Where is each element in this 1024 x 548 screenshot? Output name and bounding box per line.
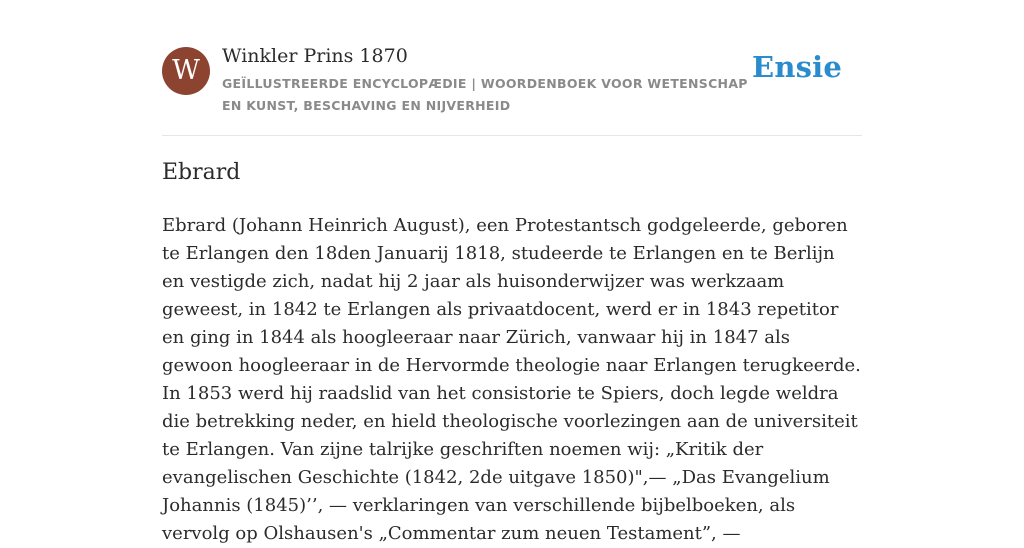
ensie-logo[interactable]: Ensie bbox=[752, 50, 842, 84]
article-body: Ebrard (Johann Heinrich August), een Protestantsch godgeleerde, geboren te Erlangen den 18den Januarij 1818, studeerde te Erlangen en te Berlijn en vestigde zich, nadat hij 2 jaar als huisonderwijzer was werkzaam geweest, in 1842 te Erlangen als privaatdocent, werd er in 1843 repetitor en ging in 1844 als hoogleeraar naar Zürich, vanwaar hij in 1847 als gewoon hoogleeraar in de Hervormde theologie naar Erlangen terugkeerde. In 1853 werd hij raadslid van het consistorie te Spiers, doch legde weldra die betrekking neder, en hield theologische voorlezingen aan de universiteit te Erlangen. Van zijne talrijke geschriften noemen wij: „Kritik der evangelischen Geschichte (1842, 2de uitgave 1850)",— „Das Evangelium Johannis (1845)’’, — verklaringen van verschillende bijbelboeken, als vervolg op Olshausen's „Commentar zum neuen Testament”, — bbox=[162, 215, 861, 544]
source-avatar[interactable]: W bbox=[162, 47, 210, 95]
article-title: Ebrard bbox=[162, 160, 241, 185]
source-title[interactable]: Winkler Prins 1870 bbox=[222, 45, 408, 67]
source-header bbox=[162, 0, 862, 136]
source-subtitle: GEÏLLUSTREERDE ENCYCLOPÆDIE | WOORDENBOEK VOOR WETENSCHAP EN KUNST, BESCHAVING EN NIJVERHEID bbox=[222, 76, 748, 113]
content-container bbox=[162, 0, 862, 544]
